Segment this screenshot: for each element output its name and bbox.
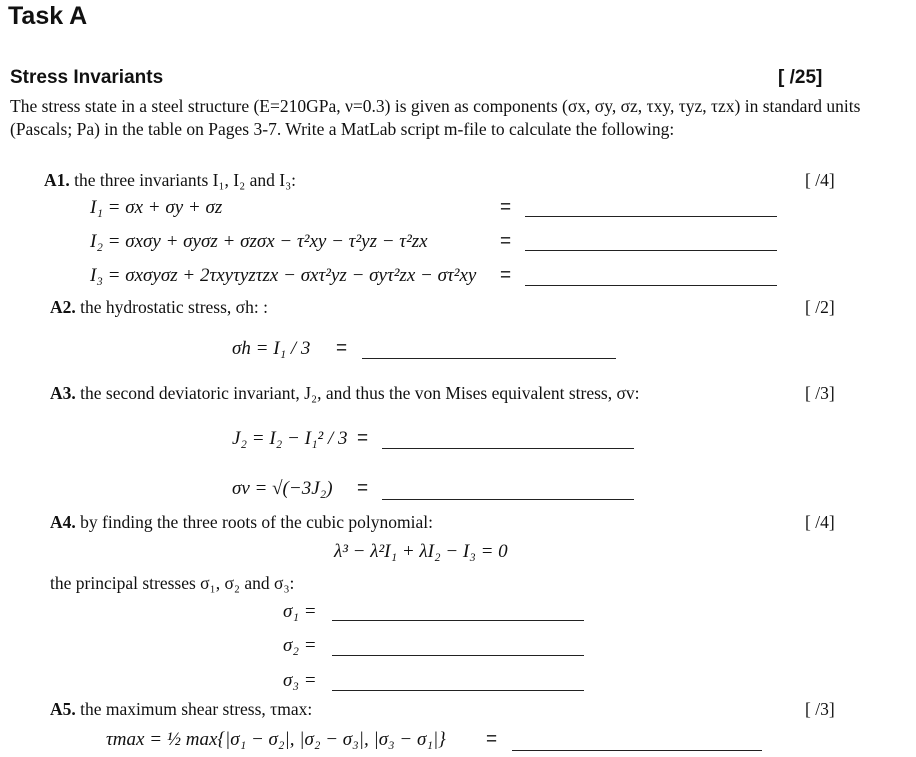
equation-s3: σ₃ = [283,670,317,691]
principal-stresses-text: the principal stresses σ₁, σ₂ and σ₃: [50,573,295,593]
intro-paragraph: The stress state in a steel structure (E=210GPa, ν=0.3) is given as components (σx, σy, σz, τxy, τyz, τzx) in standard units (Pascals; Pa) in the table on Pages 3-7. Write a MatLab script m-file to calculate the following: [10,96,861,139]
equals-i1: = [500,197,512,218]
equals-sv: = [357,478,369,499]
question-a2-id: A2. [50,297,76,317]
equals-sh: = [336,338,348,359]
answer-blank-sh[interactable] [362,358,616,359]
equals-j2: = [357,428,369,449]
equation-sh: σh = I₁ / 3 [232,338,311,359]
answer-blank-i2[interactable] [525,250,777,251]
question-a2-marks: [ /2] [805,297,835,317]
question-a3-id: A3. [50,383,76,403]
section-heading: Stress Invariants [10,67,164,88]
question-a3-marks: [ /3] [805,383,835,403]
question-a2-text: the hydrostatic stress, σh: : [80,297,268,317]
question-a2 [50,297,268,318]
equation-s2: σ₂ = [283,635,317,656]
equation-s1: σ₁ = [283,601,317,622]
equals-i3: = [500,265,512,286]
question-a1-text: the three invariants I₁, I₂ and I₃: [74,170,297,190]
answer-blank-i1[interactable] [525,216,777,217]
answer-blank-tmax[interactable] [512,750,762,751]
question-a5-marks: [ /3] [805,699,835,719]
answer-blank-s2[interactable] [332,655,584,656]
question-a4 [50,512,433,533]
question-a5-text: the maximum shear stress, τmax: [80,699,313,719]
question-a4-marks: [ /4] [805,512,835,532]
answer-blank-sv[interactable] [382,499,634,500]
equation-i2: I₂ = σxσy + σyσz + σzσx − τ²xy − τ²yz − τ²zx [90,231,428,252]
question-a1-marks: [ /4] [805,170,835,190]
equation-i1: I₁ = σx + σy + σz [90,197,223,218]
equation-cubic: λ³ − λ²I₁ + λI₂ − I₃ = 0 [334,541,508,562]
answer-blank-j2[interactable] [382,448,634,449]
question-a3 [50,383,640,404]
equation-i3: I₃ = σxσyσz + 2τxyτyzτzx − σxτ²yz − σyτ²zx − στ²xy [90,265,477,286]
question-a1 [44,170,296,191]
equation-j2: J₂ = I₂ − I₁² / 3 [232,428,348,449]
question-a1-id: A1. [44,170,70,190]
question-a3-text: the second deviatoric invariant, J₂, and thus the von Mises equivalent stress, σv: [80,383,640,403]
equation-sv: σv = √(−3J₂) [232,478,333,499]
answer-blank-s3[interactable] [332,690,584,691]
equation-tmax: τmax = ½ max{|σ₁ − σ₂|, |σ₂ − σ₃|, |σ₃ − σ₁|} [106,729,446,750]
question-a5 [50,699,312,720]
question-a5-id: A5. [50,699,76,719]
question-a4-text: by finding the three roots of the cubic polynomial: [80,512,433,532]
equals-i2: = [500,231,512,252]
answer-blank-i3[interactable] [525,285,777,286]
question-a4-id: A4. [50,512,76,532]
equals-tmax: = [486,729,498,750]
answer-blank-s1[interactable] [332,620,584,621]
section-points: [ /25] [778,67,823,88]
task-title: Task A [8,2,88,30]
